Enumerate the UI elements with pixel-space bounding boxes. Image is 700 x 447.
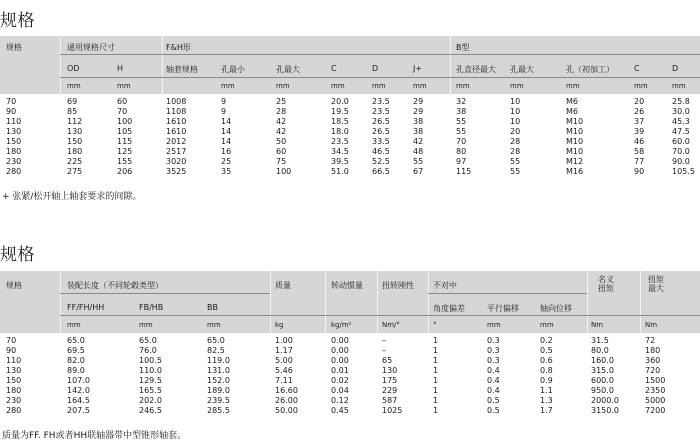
t2-h-bb: BB [207,303,218,312]
table-cell: 0.04 [331,386,349,395]
table-row [0,386,700,395]
table-cell: 160.0 [591,356,614,365]
table-cell: 25 [221,157,232,166]
table-cell: 30.0 [672,107,690,116]
table-cell: M12 [566,157,584,166]
table-cell: 46.5 [372,147,390,156]
t2-h-assembly-len: 装配长度（不同轮毂类型） [67,281,163,290]
table-cell: 1 [433,366,439,375]
t1-h-hole-dia-max: 孔直径最大 [456,65,496,74]
t1-unit: mm [672,82,686,90]
table-cell: 33.5 [372,137,390,146]
table-cell: 14 [221,127,232,136]
table-cell: 67 [413,167,424,176]
table-cell: 58 [634,147,645,156]
t2-h-max-2: 最大 [648,284,664,293]
t1-h-fh-group: F&H形 [166,43,191,52]
t2-h-inertia: 转动惯量 [331,281,363,290]
t2-h-fb-hb: FB/HB [139,303,164,312]
table-cell: M10 [566,137,584,146]
t2-h-nominal-1: 名义 [598,275,614,284]
table-row [0,107,700,116]
table-cell: 28 [510,137,521,146]
table-cell: 0.00 [331,346,349,355]
t2-h-parallel: 平行偏移 [487,304,519,313]
t1-unit: mm [276,82,290,90]
t1-unit: mm [510,82,524,90]
t2-unit: ° [433,321,437,329]
table-cell: 0.3 [487,346,500,355]
t1-h-sleeve-spec: 轴套规格 [166,65,198,74]
table-cell: 26.00 [275,396,298,405]
table-cell: 9 [221,97,227,106]
t2-h-spec: 规格 [6,281,22,290]
table-cell: 55 [510,167,521,176]
table-cell: 600.0 [591,376,614,385]
t2-unit: mm [487,321,501,329]
t2-h-axial: 轴向位移 [540,304,572,313]
table-cell: 50 [276,137,287,146]
table-cell: 1 [433,336,439,345]
table-cell: 130 [6,366,22,375]
table-cell: M6 [566,97,578,106]
table-cell: 207.5 [67,406,90,415]
table-cell: 34.5 [331,147,349,156]
t2-unit: kg/m² [331,321,352,329]
table-cell: 239.5 [207,396,230,405]
table-cell: M6 [566,107,578,116]
table-cell: 9 [221,107,227,116]
table-row [0,97,700,106]
t1-h-b-group: B型 [456,43,470,52]
t1-h-h: H [117,64,124,73]
table-cell: 75 [276,157,287,166]
t2-unit: Nm [591,321,604,329]
table-cell: 180 [6,147,22,156]
table-cell: 26.5 [372,127,390,136]
table-cell: 950.0 [591,386,614,395]
table-cell: 65 [382,356,393,365]
table-cell: 52.5 [372,157,390,166]
table-cell: 115 [117,137,133,146]
table-cell: 0.5 [540,346,553,355]
table-cell: 0.8 [540,366,553,375]
table-cell: 0.12 [331,396,349,405]
table-cell: 42 [276,127,287,136]
table-cell: 60 [117,97,128,106]
table-cell: 70 [6,336,17,345]
table-cell: 10 [510,97,521,106]
table1-footnote: + 张紧/松开轴上轴套要求的间隙。 [2,192,142,202]
t1-h-c: C [331,64,337,73]
table-cell: 29 [413,107,424,116]
table1-header [0,36,700,94]
t1-unit: mm [117,82,131,90]
table-cell: 0.02 [331,376,349,385]
table-cell: 5000 [645,396,666,405]
table-cell: 180 [645,346,661,355]
table-cell: 55 [456,127,467,136]
table-cell: 202.0 [139,396,162,405]
table-cell: 152.0 [207,376,230,385]
table-cell: 1610 [166,117,187,126]
table-cell: 720 [645,366,661,375]
table-cell: 1025 [382,406,403,415]
table-cell: 206 [117,167,133,176]
t1-unit: mm [331,82,345,90]
table-cell: 1500 [645,376,666,385]
table-cell: 1 [433,386,439,395]
table-cell: 1610 [166,127,187,136]
table-cell: 77 [634,157,645,166]
table-cell: 100.5 [139,356,162,365]
t1-h-c-b: C [634,64,640,73]
table-cell: 66.5 [372,167,390,176]
table-cell: 23.5 [331,137,349,146]
table-cell: 150 [67,137,83,146]
table-cell: 1.17 [275,346,293,355]
table-cell: 70 [117,107,128,116]
table-cell: 51.0 [331,167,349,176]
table-cell: 28 [276,107,287,116]
t1-h-spec: 规格 [6,43,22,52]
table-cell: 2012 [166,137,187,146]
table-cell: 23.5 [372,97,390,106]
t2-h-nominal-torque [591,275,621,293]
table-cell: 25.8 [672,97,690,106]
table-cell: 3525 [166,167,187,176]
table-cell: 0.6 [540,356,553,365]
table-cell: 10 [510,117,521,126]
table-cell: 112 [67,117,83,126]
table-cell: 155 [117,157,133,166]
table-cell: 587 [382,396,398,405]
table-cell: 246.5 [139,406,162,415]
table-row [0,406,700,415]
table-cell: 55 [510,157,521,166]
table-cell: 85 [67,107,78,116]
table-cell: 142.0 [67,386,90,395]
table-cell: 42 [276,117,287,126]
table-cell: 65.0 [207,336,225,345]
table-cell: M16 [566,167,584,176]
table-cell: 42 [413,137,424,146]
t1-h-d-b: D [672,64,679,73]
table-cell: 35 [221,167,232,176]
table-cell: 189.0 [207,386,230,395]
table-cell: 14 [221,137,232,146]
t2-h-ff-fh-hh: FF/FH/HH [67,303,105,312]
table-cell: 129.5 [139,376,162,385]
table-cell: 0.3 [487,336,500,345]
table-cell: 0.3 [487,356,500,365]
table-cell: 0.5 [487,396,500,405]
table-cell: 5.00 [275,356,293,365]
table-cell: 180 [67,147,83,156]
table-cell: 76.0 [139,346,157,355]
table-cell: 90 [6,107,17,116]
table-cell: 230 [6,396,22,405]
table-cell: 82.5 [207,346,225,355]
table-cell: 18.5 [331,117,349,126]
t1-h-od: OD [67,64,80,73]
table-row [0,396,700,405]
table2-title: 规格 [0,245,35,265]
table-cell: 0.5 [487,406,500,415]
table-cell: 105.5 [672,167,695,176]
table-cell: 110 [6,356,22,365]
t1-h-common-size: 通用规格尺寸 [67,43,115,52]
table-cell: 5.46 [275,366,293,375]
table-cell: 38 [413,127,424,136]
t2-h-angular: 角度偏差 [433,304,465,313]
table-cell: 3150.0 [591,406,619,415]
table-cell: 275 [67,167,83,176]
table-cell: 125 [117,147,133,156]
table-cell: 19.5 [331,107,349,116]
table-cell: 80.0 [591,346,609,355]
table-cell: 16.60 [275,386,298,395]
table-cell: 7200 [645,406,666,415]
table-cell: 165.5 [139,386,162,395]
t1-unit: mm [372,82,386,90]
table-cell: M10 [566,127,584,136]
t1-h-hole-min: 孔最小 [221,65,245,74]
t2-h-stiffness: 扭转刚性 [382,281,414,290]
table-cell: 1.00 [275,336,293,345]
t1-h-d: D [372,64,379,73]
table-cell: – [382,346,386,355]
table-cell: 55 [413,157,424,166]
table-cell: 18.0 [331,127,349,136]
table-cell: 16 [221,147,232,156]
table-cell: 119.0 [207,356,230,365]
table-cell: M10 [566,147,584,156]
table-cell: 130 [382,366,398,375]
table-cell: 315.0 [591,366,614,375]
table-cell: 3020 [166,157,187,166]
t2-h-misalign: 不对中 [433,281,457,290]
table-cell: 20 [634,97,645,106]
table-cell: 70 [456,137,467,146]
table-row [0,117,700,126]
table-row [0,137,700,146]
table-row [0,376,700,385]
table-cell: 0.01 [331,366,349,375]
table-cell: 0.00 [331,356,349,365]
table-cell: 65.0 [67,336,85,345]
t1-h-hole-max-b: 孔最大 [510,65,534,74]
t2-unit: Nm [645,321,658,329]
table-cell: 285.5 [207,406,230,415]
table-cell: 225 [67,157,83,166]
table-cell: 32 [456,97,467,106]
table-cell: 0.4 [487,376,500,385]
table-cell: 60 [276,147,287,156]
table-cell: 46 [634,137,645,146]
table-cell: 89.0 [67,366,85,375]
table-cell: 69.5 [67,346,85,355]
t1-unit: mm [456,82,470,90]
t2-unit: mm [139,321,153,329]
table-cell: 229 [382,386,398,395]
table-cell: 2517 [166,147,187,156]
table-cell: 0.4 [487,386,500,395]
t2-unit: Nm/° [382,321,400,329]
table-cell: 20.0 [331,97,349,106]
table-cell: 0.2 [540,336,553,345]
table-cell: 107.0 [67,376,90,385]
table-cell: 130 [67,127,83,136]
table-cell: 38 [456,107,467,116]
table-row [0,346,700,355]
table-cell: 50.00 [275,406,298,415]
table-cell: 80 [456,147,467,156]
table-cell: 97 [456,157,467,166]
t1-h-hole-pre: 孔（初加工） [566,65,614,74]
table-cell: 23.5 [372,107,390,116]
table-cell: 82.0 [67,356,85,365]
table-cell: 26.5 [372,117,390,126]
table-cell: 48 [413,147,424,156]
table-cell: 39 [634,127,645,136]
table-row [0,167,700,176]
t2-unit: kg [275,321,284,329]
table-cell: 0.9 [540,376,553,385]
table-row [0,356,700,365]
table-cell: 69 [67,97,78,106]
table-cell: 65.0 [139,336,157,345]
t1-unit: mm [221,82,235,90]
table-cell: 1008 [166,97,187,106]
table-cell: 150 [6,376,22,385]
t2-h-mass: 质量 [275,281,291,290]
table-cell: 105 [117,127,133,136]
table-cell: 70.0 [672,147,690,156]
table-cell: 90.0 [672,157,690,166]
t1-unit: mm [634,82,648,90]
table2-footnote: 质量为FF. FH或者HH联轴器带中型锥形轴套。 [2,431,187,441]
table-cell: 72 [645,336,656,345]
table-cell: 25 [276,97,287,106]
table-cell: 70 [6,97,17,106]
table-cell: 280 [6,406,22,415]
table-cell: 1 [433,346,439,355]
t2-unit: mm [207,321,221,329]
table-cell: 0.4 [487,366,500,375]
t2-h-max-torque [645,275,667,293]
table-cell: 131.0 [207,366,230,375]
table-cell: 90 [634,167,645,176]
t1-h-hole-max: 孔最大 [276,65,300,74]
table-cell: 110 [6,117,22,126]
table-cell: 110.0 [139,366,162,375]
table-cell: 180 [6,386,22,395]
t2-unit: mm [67,321,81,329]
t1-unit: mm [413,82,427,90]
table-row [0,157,700,166]
table-cell: 175 [382,376,398,385]
table-cell: 100 [276,167,292,176]
table-cell: 38 [413,117,424,126]
table-cell: 115 [456,167,472,176]
table-cell: 1.1 [540,386,553,395]
t2-h-nominal-2: 扭矩 [598,284,614,293]
table-cell: 1 [433,356,439,365]
table-cell: 0.00 [331,336,349,345]
table-cell: 230 [6,157,22,166]
t2-unit: mm [540,321,554,329]
t1-unit: mm [67,82,81,90]
table-cell: 150 [6,137,22,146]
table-cell: 1 [433,406,439,415]
table-cell: 14 [221,117,232,126]
table-cell: 1 [433,396,439,405]
table-cell: 164.5 [67,396,90,405]
table-cell: 0.45 [331,406,349,415]
table-cell: 45.3 [672,117,690,126]
table-cell: M10 [566,117,584,126]
table-row [0,127,700,136]
table-cell: 1.3 [540,396,553,405]
table-cell: 1 [433,376,439,385]
table-row [0,336,700,345]
table-cell: 1.7 [540,406,553,415]
table-cell: 28 [510,147,521,156]
table-cell: 2000.0 [591,396,619,405]
table-cell: 29 [413,97,424,106]
t2-h-max-1: 扭矩 [648,275,664,284]
table-cell: 39.5 [331,157,349,166]
table-cell: 280 [6,167,22,176]
table-cell: 37 [634,117,645,126]
table-cell: 47.5 [672,127,690,136]
table-cell: 7.11 [275,376,293,385]
table-row [0,147,700,156]
table-cell: 90 [6,346,17,355]
table-cell: 26 [634,107,645,116]
table-cell: 55 [456,117,467,126]
table-row [0,366,700,375]
table-cell: 100 [117,117,133,126]
table2-header [0,271,700,333]
table-cell: 31.5 [591,336,609,345]
t1-unit: mm [566,82,580,90]
table1-title: 规格 [0,11,35,31]
table-cell: 130 [6,127,22,136]
table-cell: 60.0 [672,137,690,146]
table-cell: 360 [645,356,661,365]
table-cell: 1108 [166,107,187,116]
table-cell: 20 [510,127,521,136]
table-cell: 10 [510,107,521,116]
table-cell: 2350 [645,386,666,395]
t1-h-jplus: J+ [413,64,423,73]
table-cell: – [382,336,386,345]
